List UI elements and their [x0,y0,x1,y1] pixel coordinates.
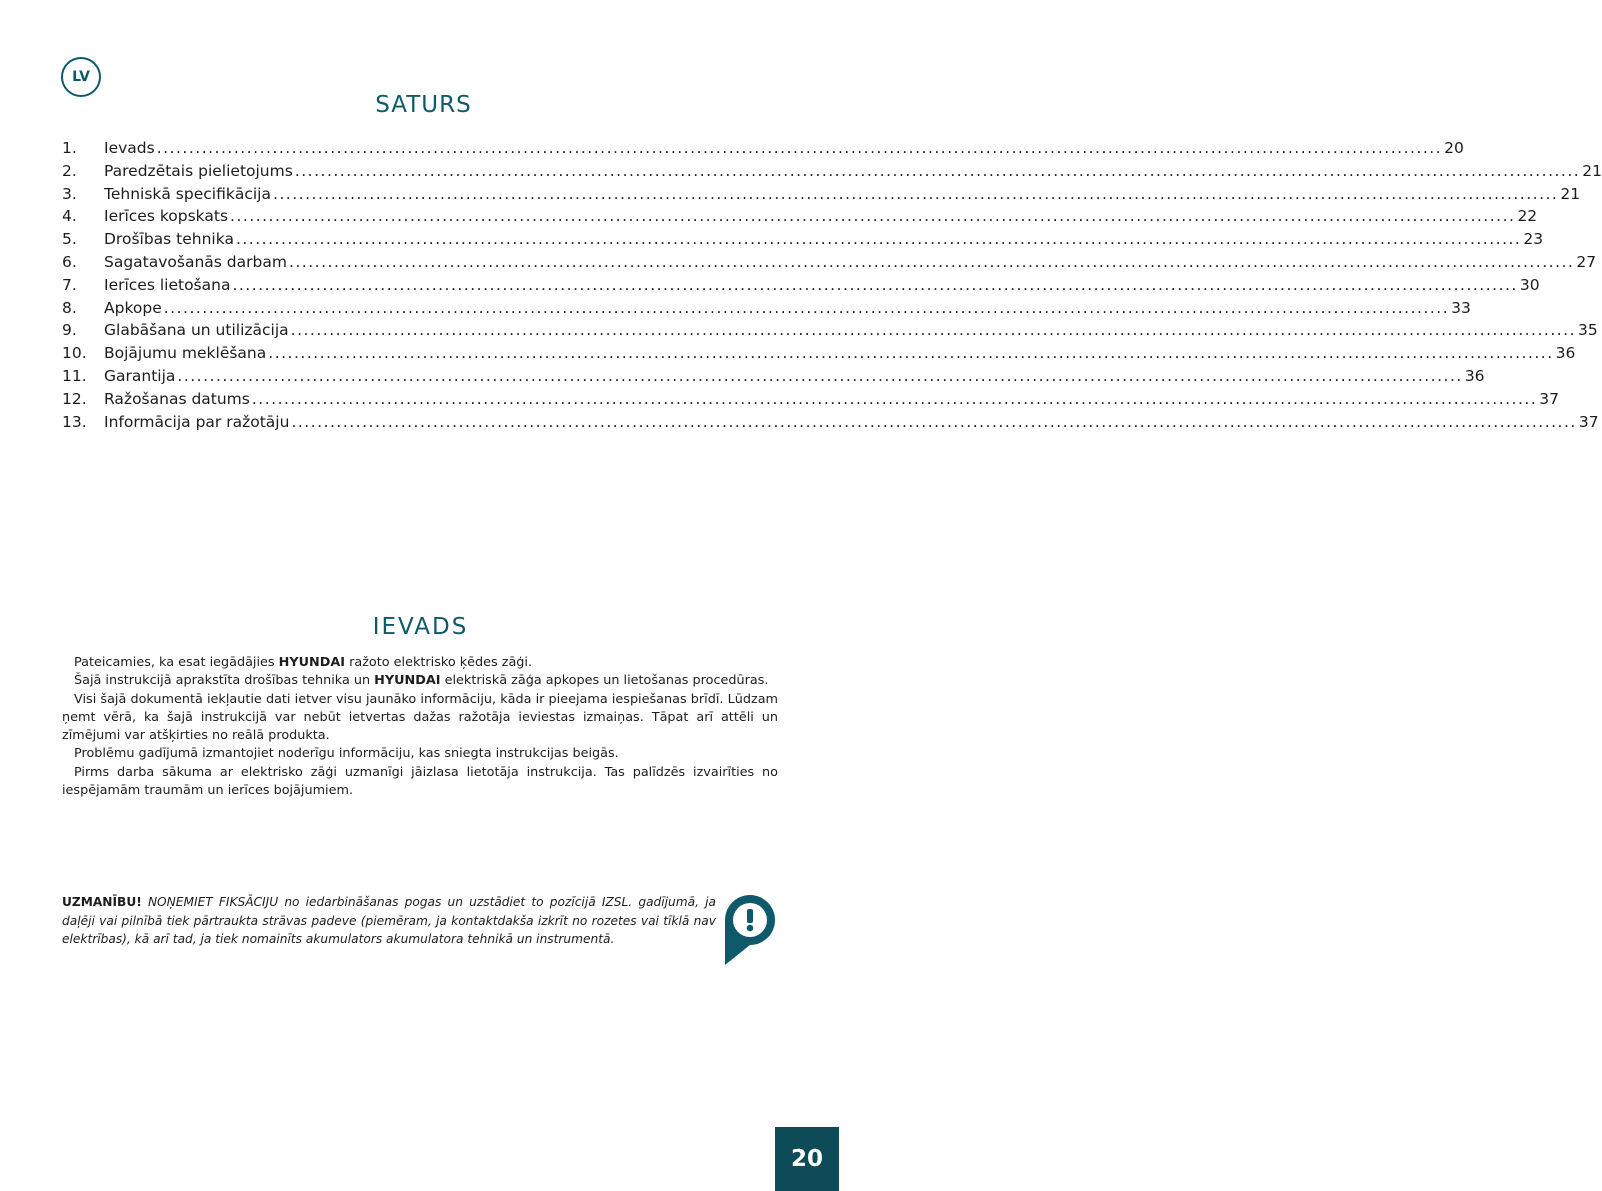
toc-entry-title: Drošības tehnika [104,230,234,249]
toc-entry-page: 35 [1578,321,1598,340]
toc-entry-number: 3. [62,184,77,203]
toc-entry [62,342,1576,365]
toc-leader-dots: ........................................................................................................................................................................................................ [163,298,1450,317]
toc-entry [62,365,1485,388]
toc-entry-title: Sagatavošanās darbam [104,252,287,271]
toc-entry [62,183,1581,206]
page-number: 20 [775,1127,839,1191]
toc-entry [62,274,1540,297]
table-of-contents [62,137,1602,433]
intro-paragraph-2: Šajā instrukcijā aprakstīta drošības tehnika un HYUNDAI elektriskā zāģa apkopes un lietošanas procedūras. [74,673,769,689]
toc-entry-number: 12. [62,389,87,408]
toc-entry-page: 23 [1523,230,1544,249]
toc-entry [62,228,1544,251]
toc-entry-number: 4. [62,207,77,226]
toc-entry [62,411,1599,434]
toc-entry [62,388,1559,411]
intro-paragraph-4: Problēmu gadījumā izmantojiet noderīgu informāciju, kas sniegta instrukcijas beigās. [74,746,619,762]
toc-entry-page: 36 [1464,366,1485,385]
exclamation-pin-icon [723,893,777,965]
toc-entry-page: 37 [1539,389,1559,408]
toc-entry [62,297,1471,320]
toc-entry [62,160,1602,183]
toc-entry-title: Garantija [104,366,176,385]
toc-entry-page: 37 [1578,412,1599,431]
toc-entry-title: Ražošanas datums [104,389,250,408]
toc-entry-page: 22 [1517,207,1538,226]
toc-leader-dots: ........................................................................................................................................................................................................ [291,412,1577,431]
toc-entry [62,319,1598,342]
brand-name: HYUNDAI [278,655,346,670]
toc-entry-number: 10. [62,344,87,363]
toc-title: SATURS [375,92,472,118]
toc-leader-dots: ........................................................................................................................................................................................................ [268,344,1554,363]
toc-entry-title: Paredzētais pielietojums [104,161,293,180]
toc-entry-title: Bojājumu meklēšana [104,344,267,363]
toc-leader-dots: ........................................................................................................................................................................................................ [232,275,1518,294]
intro-paragraph-1: Pateicamies, ka esat iegādājies HYUNDAI ražoto elektrisko ķēdes zāģi. [74,655,533,670]
toc-entry-title: Ierīces lietošana [104,275,231,294]
toc-leader-dots: ........................................................................................................................................................................................................ [156,139,1443,157]
toc-entry-page: 33 [1451,298,1471,317]
toc-leader-dots: ........................................................................................................................................................................................................ [272,184,1559,203]
toc-entry-number: 5. [62,230,77,249]
toc-entry-title: Glabāšana un utilizācija [104,321,289,340]
toc-entry-title: Informācija par ražotāju [104,412,290,431]
intro-title: IEVADS [372,614,469,640]
brand-name: HYUNDAI [374,673,441,689]
toc-leader-dots: ........................................................................................................................................................................................................ [230,207,1516,226]
toc-entry-number: 2. [62,161,77,180]
toc-entry-number: 13. [62,412,87,431]
toc-entry-page: 20 [1444,139,1464,157]
toc-leader-dots: ........................................................................................................................................................................................................ [251,389,1538,408]
toc-leader-dots: ........................................................................................................................................................................................................ [235,230,1522,249]
toc-entry [62,137,1464,160]
toc-entry-number: 9. [62,321,77,340]
warning-label: UZMANĪBU! [62,895,142,909]
toc-entry-title: Ierīces kopskats [104,207,229,226]
language-badge: LV [61,57,101,97]
toc-entry-number: 7. [62,275,77,294]
intro-text [62,654,778,800]
warning-text: NOŅEMIET FIKSĀCIJU no iedarbināšanas pogas un uzstādiet to pozīcijā IZSL. gadījumā, ja daļēji vai pilnībā tiek pārtraukta strāvas padeve (piemēram, ja kontaktdakša izkrīt no rozetes vai tīklā nav elektrības), kā arī tad, ja tiek nomainīts akumulators akumulatora tehnikā un instrumentā. [62,895,716,946]
toc-entry-page: 21 [1582,161,1602,180]
toc-entry-page: 27 [1576,252,1597,271]
toc-entry-number: 11. [62,366,87,385]
warning-block [62,893,716,949]
toc-entry-number: 1. [62,139,77,157]
toc-entry-page: 21 [1560,184,1581,203]
toc-entry-page: 30 [1519,275,1540,294]
toc-entry [62,205,1538,228]
intro-paragraph-3: Visi šajā dokumentā iekļautie dati ietver visu jaunāko informāciju, kāda ir pieejama iespiešanas brīdī. Lūdzam ņemt vērā, ka šajā instrukcijā var nebūt ietvertas dažas ražotāja ieviestas izmaiņas. Tāpat arī attēli un zīmējumi var atšķirties no reālā produkta. [62,691,778,744]
toc-entry-title: Tehniskā specifikācija [104,184,271,203]
toc-leader-dots: ........................................................................................................................................................................................................ [177,366,1463,385]
toc-entry-number: 6. [62,252,77,271]
toc-entry-title: Apkope [104,298,162,317]
intro-paragraph-5: Pirms darba sākuma ar elektrisko zāģi uzmanīgi jāizlasa lietotāja instrukcija. Tas palīdzēs izvairīties no iespējamām traumām un ierīces bojājumiem. [62,764,778,799]
toc-leader-dots: ........................................................................................................................................................................................................ [288,252,1575,271]
toc-entry-page: 36 [1555,344,1576,363]
toc-entry-number: 8. [62,298,77,317]
toc-entry-title: Ievads [104,139,155,157]
toc-entry [62,251,1597,274]
toc-leader-dots: ........................................................................................................................................................................................................ [294,161,1581,180]
toc-leader-dots: ........................................................................................................................................................................................................ [290,321,1577,340]
